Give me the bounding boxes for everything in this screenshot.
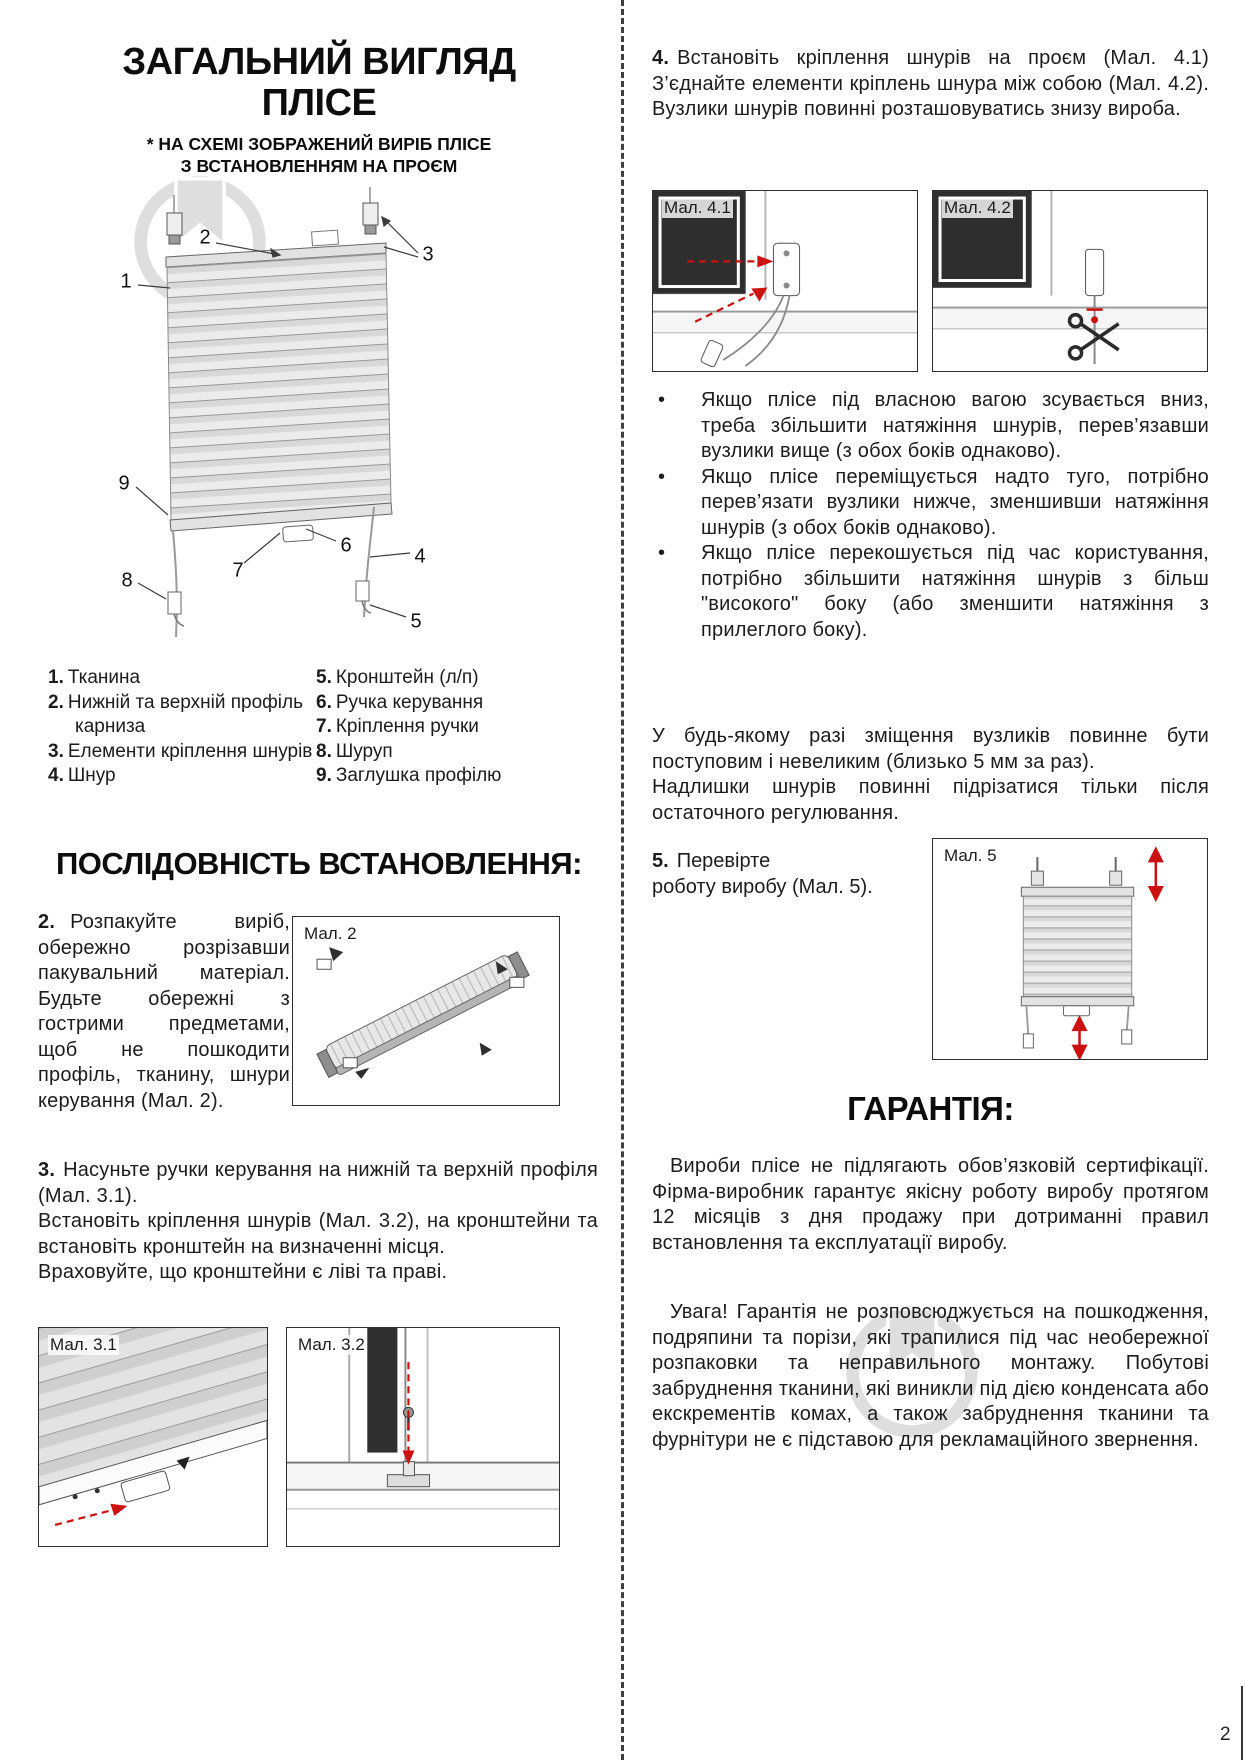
bullet-icon: • — [658, 542, 666, 564]
adjustment-summary — [652, 724, 1209, 826]
step-2-text: 2. Розпакуйте виріб, обережно розрізавши пакувальний матеріал. Будьте обережні з гострими предметами, щоб не пошкодити профіль, тканину, шнури керування (Мал. 2). — [38, 911, 290, 1112]
legend-item-2: 2. Нижній та верхній профіль карниза — [48, 691, 304, 737]
step-3-number: 3. — [38, 1159, 56, 1181]
title-note-line1: * НА СХЕМІ ЗОБРАЖЕНИЙ ВИРІБ ПЛІСЕ — [146, 134, 492, 154]
red-slide-arrow — [55, 1504, 127, 1525]
bottom-profile — [1021, 997, 1133, 1006]
step-3-text — [38, 1158, 598, 1286]
adjustment-notes-list — [652, 388, 1209, 643]
legend-item-9: 9. Заглушка профілю — [316, 765, 502, 786]
title-note — [38, 134, 600, 177]
callout-8: 8 — [121, 569, 133, 592]
pleated-fabric — [167, 253, 391, 520]
page-title-line2: ПЛІСЕ — [261, 82, 377, 124]
callout-2: 2 — [199, 226, 211, 249]
list-item: • Якщо плісе під власною вагою зсувається вниз, треба збільшити натяжіння шнурів, перев’язавши вузлики вище (з обох боків однаково). — [658, 389, 1209, 462]
legend-column-2 — [316, 666, 588, 789]
legend-item-3: 3. Елементи кріплення шнурів — [48, 740, 313, 762]
callout-1: 1 — [120, 270, 132, 293]
figure-4-1-label: Мал. 4.1 — [664, 198, 731, 217]
install-sequence-heading: ПОСЛІДОВНІСТЬ ВСТАНОВЛЕННЯ: — [55, 846, 583, 881]
legend-item-1: 1. Тканина — [48, 667, 141, 688]
adjustment-summary-p1: У будь-якому разі зміщення вузликів повинне бути поступовим і невеликим (близько 5 мм за раз). — [652, 725, 1209, 773]
callout-3: 3 — [422, 243, 434, 266]
control-handle — [1063, 1006, 1089, 1016]
step-4-text: 4. Встановіть кріплення шнурів на проєм (Мал. 4.1) З’єднайте елементи кріплень шнура між собою (Мал. 4.2). Вузлики шнурів повинні розташовуватись знизу вироба. — [652, 47, 1209, 120]
cord-mount-diagram — [653, 191, 917, 371]
callout-6: 6 — [340, 534, 352, 557]
callout-9: 9 — [118, 472, 130, 495]
warranty-heading: ГАРАНТІЯ: — [847, 1090, 1014, 1127]
figure-3-1 — [38, 1327, 268, 1547]
figure-4-1 — [652, 190, 918, 372]
parts-legend — [48, 666, 588, 789]
step-5-number: 5. — [652, 850, 669, 872]
pleated-blind-overview-diagram — [40, 185, 570, 667]
callout-7: 7 — [232, 559, 244, 582]
figure-5-label: Мал. 5 — [944, 846, 997, 865]
title-note-line2: З ВСТАНОВЛЕННЯМ НА ПРОЄМ — [180, 155, 458, 176]
column-divider — [621, 0, 624, 1760]
figure-3-2 — [286, 1327, 560, 1547]
step-3-p2: Встановіть кріплення шнурів (Мал. 3.2), на кронштейни та встановіть кронштейн на визначенні місця. — [38, 1210, 598, 1258]
page-title-line1: ЗАГАЛЬНИЙ ВИГЛЯД — [122, 41, 516, 83]
bracket-install-diagram — [287, 1328, 559, 1546]
figure-4-2-label: Мал. 4.2 — [944, 198, 1011, 217]
adjustment-summary-p2: Надлишки шнурів повинні підрізатися тільки після остаточного регулювання. — [652, 776, 1209, 824]
legend-item-8: 8. Шуруп — [316, 740, 393, 762]
bullet-icon: • — [658, 465, 666, 488]
legend-item-7: 7. Кріплення ручки — [316, 716, 479, 737]
page-edge-line — [1241, 1686, 1243, 1760]
warranty-paragraph-1: Вироби плісе не підлягають обов’язковій сертифікації. Фірма-виробник гарантує якісну роботу виробу протягом 12 місяців з дня продажу при дотриманні правил встановлення та експлуатації виробу. — [652, 1155, 1209, 1254]
legend-item-6: 6. Ручка керування — [316, 691, 484, 713]
bracket — [387, 1475, 429, 1487]
window-glass — [367, 1328, 397, 1453]
handle-install-diagram — [39, 1328, 267, 1546]
legend-item-4: 4. Шнур — [48, 765, 116, 786]
page-number: 2 — [1220, 1724, 1231, 1745]
figure-3-1-label: Мал. 3.1 — [50, 1335, 117, 1354]
figure-4-2 — [932, 190, 1208, 372]
figure-3-2-label: Мал. 3.2 — [298, 1335, 365, 1354]
cord-bracket — [1086, 249, 1104, 295]
step-2-number: 2. — [38, 911, 56, 933]
operation-check-diagram — [933, 839, 1207, 1059]
step-3-p1: 3. Насуньте ручки керування на нижній та верхній профіля (Мал. 3.1). — [38, 1159, 598, 1207]
figure-2 — [292, 916, 560, 1106]
pleated-blind-diagram — [40, 185, 570, 667]
callout-5: 5 — [410, 610, 422, 633]
warranty-paragraph-2: Увага! Гарантія не розповсюджується на пошкодження, подряпини та порізи, які трапилися під час необережної розпаковки та неправильного монтажу. Побутові забруднення тканини, які виникли під дією конденсата або екскрементів комах, а також забруднення тканини та фурнітури не є підставою для рекламаційного звернення. — [652, 1301, 1209, 1451]
figure-2-label: Мал. 2 — [304, 924, 357, 943]
unpacking-diagram — [293, 917, 559, 1105]
list-item: • Якщо плісе перекошується під час користування, потрібно збільшити натяжіння шнурів з більш "високого" боку (або зменшити натяжіння з прилеглого боку). — [658, 542, 1209, 641]
figure-5 — [932, 838, 1208, 1060]
top-hooks — [1031, 857, 1121, 885]
pleated-fabric — [1023, 896, 1131, 996]
step-4-number: 4. — [652, 47, 670, 69]
bullet-icon: • — [658, 389, 666, 411]
list-item: • Якщо плісе переміщується надто туго, потрібно перев’язати вузлики нижче, зменшивши натяжіння шнурів (з обох боків однаково). — [658, 465, 1209, 539]
cord-trim-diagram — [933, 191, 1207, 371]
legend-item-5: 5. Кронштейн (л/п) — [316, 667, 479, 688]
callout-4: 4 — [414, 545, 426, 568]
control-handle — [283, 525, 314, 542]
legend-column-1 — [48, 666, 316, 789]
page-title — [38, 42, 600, 124]
top-profile — [1021, 887, 1133, 896]
step-3-p3: Враховуйте, що кронштейни є ліві та праві. — [38, 1261, 448, 1283]
step-5-text: 5. Перевірте роботу виробу (Мал. 5). — [652, 850, 873, 898]
